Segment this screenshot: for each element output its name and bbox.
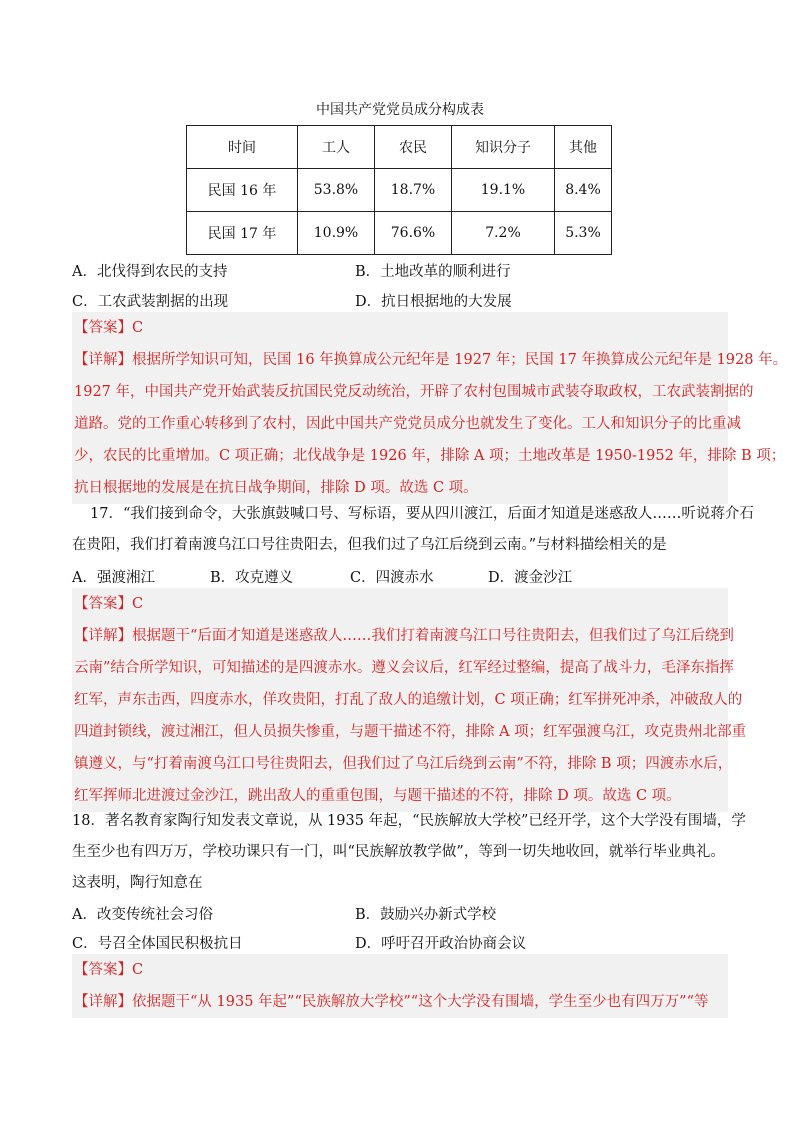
q17-options bbox=[72, 566, 572, 587]
q16-option-c: C．工农武装割据的出现 bbox=[72, 294, 229, 310]
table-header-cell: 农民 bbox=[375, 126, 452, 169]
q18-option-d: D．呼吁召开政治协商会议 bbox=[355, 936, 527, 952]
q16-detail-line: 抗日根据地的发展是在抗日战争期间，排除 D 项。故选 C 项。 bbox=[74, 480, 478, 496]
q18-option-b: B．鼓励兴办新式学校 bbox=[355, 907, 497, 923]
table-header-cell: 时间 bbox=[187, 126, 298, 169]
table-header-row bbox=[187, 126, 612, 169]
table-cell: 76.6% bbox=[375, 212, 452, 255]
q17-stem-line: 在贵阳，我们打着南渡乌江口号往贵阳去，但我们过了乌江后绕到云南。”与材料描绘相关的是 bbox=[72, 537, 667, 553]
table-cell: 民国 17 年 bbox=[187, 212, 298, 255]
q16-answer-block bbox=[72, 312, 788, 504]
q18-stem bbox=[72, 806, 746, 899]
table-cell: 7.2% bbox=[452, 212, 555, 255]
q16-option-d: D．抗日根据地的大发展 bbox=[355, 294, 512, 310]
q18-stem-line: 18．著名教育家陶行知发表文章说，从 1935 年起，“民族解放大学校”已经开学，这个大学没有围墙，学 bbox=[72, 813, 746, 829]
q17-detail-line: 红军，声东击西，四度赤水，佯攻贵阳，打乱了敌人的追缴计划，C 项正确；红军拼死冲杀，冲破敌人的 bbox=[74, 692, 743, 708]
q17-detail-line: 云南”结合所学知识，可知描述的是四渡赤水。遵义会议后，红军经过整编，提高了战斗力，毛泽东指挥 bbox=[74, 660, 734, 676]
q16-answer: 【答案】C bbox=[74, 320, 144, 336]
table-cell: 53.8% bbox=[298, 169, 375, 212]
q17-detail-line: 镇遵义，与“打着南渡乌江口号往贵阳去，但我们过了乌江后绕到云南”不符，排除 B 项；四渡赤水后， bbox=[74, 756, 733, 772]
party-composition-table bbox=[186, 125, 612, 255]
table-caption: 中国共产党党员成分构成表 bbox=[316, 102, 484, 118]
table-cell: 5.3% bbox=[555, 212, 612, 255]
q17-option-d: D．渡金沙江 bbox=[488, 570, 573, 586]
q17-answer-block bbox=[72, 588, 747, 812]
q16-detail-line: 【详解】根据所学知识可知，民国 16 年换算成公元纪年是 1927 年；民国 17 年换算成公元纪年是 1928 年。 bbox=[74, 352, 788, 368]
q16-option-b: B．土地改革的顺利进行 bbox=[355, 264, 511, 280]
table-row bbox=[187, 212, 612, 255]
q17-detail-line: 四道封锁线，渡过湘江，但人员损失惨重，与题干描述不符，排除 A 项；红军强渡乌江，攻克贵州北部重 bbox=[74, 724, 747, 740]
q17-detail-line: 【详解】根据题干“后面才知道是迷惑敌人……我们打着南渡乌江口号往贵阳去，但我们过了乌江后绕到 bbox=[74, 628, 734, 644]
q18-stem-line: 生至少也有四万万，学校功课只有一门，叫“民族解放教学做”，等到一切失地收回，就举行毕业典礼。 bbox=[72, 844, 725, 860]
q17-answer: 【答案】C bbox=[74, 596, 144, 612]
q18-answer: 【答案】C bbox=[74, 962, 144, 978]
q16-detail-line: 道路。党的工作重心转移到了农村，因此中国共产党党员成分也就发生了变化。工人和知识分子的比重减 bbox=[74, 416, 741, 432]
q17-detail-line: 红军挥师北进渡过金沙江，跳出敌人的重重包围，与题干描述的不符，排除 D 项。故选 C 项。 bbox=[74, 788, 681, 804]
q18-option-c: C．号召全体国民积极抗日 bbox=[72, 936, 243, 952]
q17-option-b: B．攻克遵义 bbox=[210, 570, 294, 586]
table-header-cell: 其他 bbox=[555, 126, 612, 169]
table-cell: 19.1% bbox=[452, 169, 555, 212]
table-cell: 8.4% bbox=[555, 169, 612, 212]
table-cell: 18.7% bbox=[375, 169, 452, 212]
q16-detail-line: 1927 年，中国共产党开始武装反抗国民党反动统治，开辟了农村包围城市武装夺取政权，工农武装割据的 bbox=[74, 384, 754, 400]
q18-answer-block bbox=[72, 954, 728, 1018]
table-cell: 民国 16 年 bbox=[187, 169, 298, 212]
table-header-cell: 知识分子 bbox=[452, 126, 555, 169]
q18-option-a: A．改变传统社会习俗 bbox=[72, 907, 213, 923]
table-row bbox=[187, 169, 612, 212]
q18-stem-line: 这表明，陶行知意在 bbox=[72, 875, 203, 891]
q17-stem-line: 17．“我们接到命令，大张旗鼓喊口号、写标语，要从四川渡江，后面才知道是迷惑敌人……听说蒋介石 bbox=[90, 506, 754, 522]
q18-detail-line: 【详解】依据题干“从 1935 年起”“民族解放大学校”“这个大学没有围墙，学生至少也有四万万”“等 bbox=[74, 994, 709, 1010]
q16-option-a: A．北伐得到农民的支持 bbox=[72, 264, 228, 280]
q17-option-a: A．强渡湘江 bbox=[72, 570, 155, 586]
q16-detail-line: 少，农民的比重增加。C 项正确；北伐战争是 1926 年，排除 A 项；土地改革是 1950-1952 年，排除 B 项； bbox=[74, 448, 786, 464]
q17-stem bbox=[72, 499, 754, 561]
q17-option-c: C．四渡赤水 bbox=[350, 570, 434, 586]
table-header-cell: 工人 bbox=[298, 126, 375, 169]
table-cell: 10.9% bbox=[298, 212, 375, 255]
